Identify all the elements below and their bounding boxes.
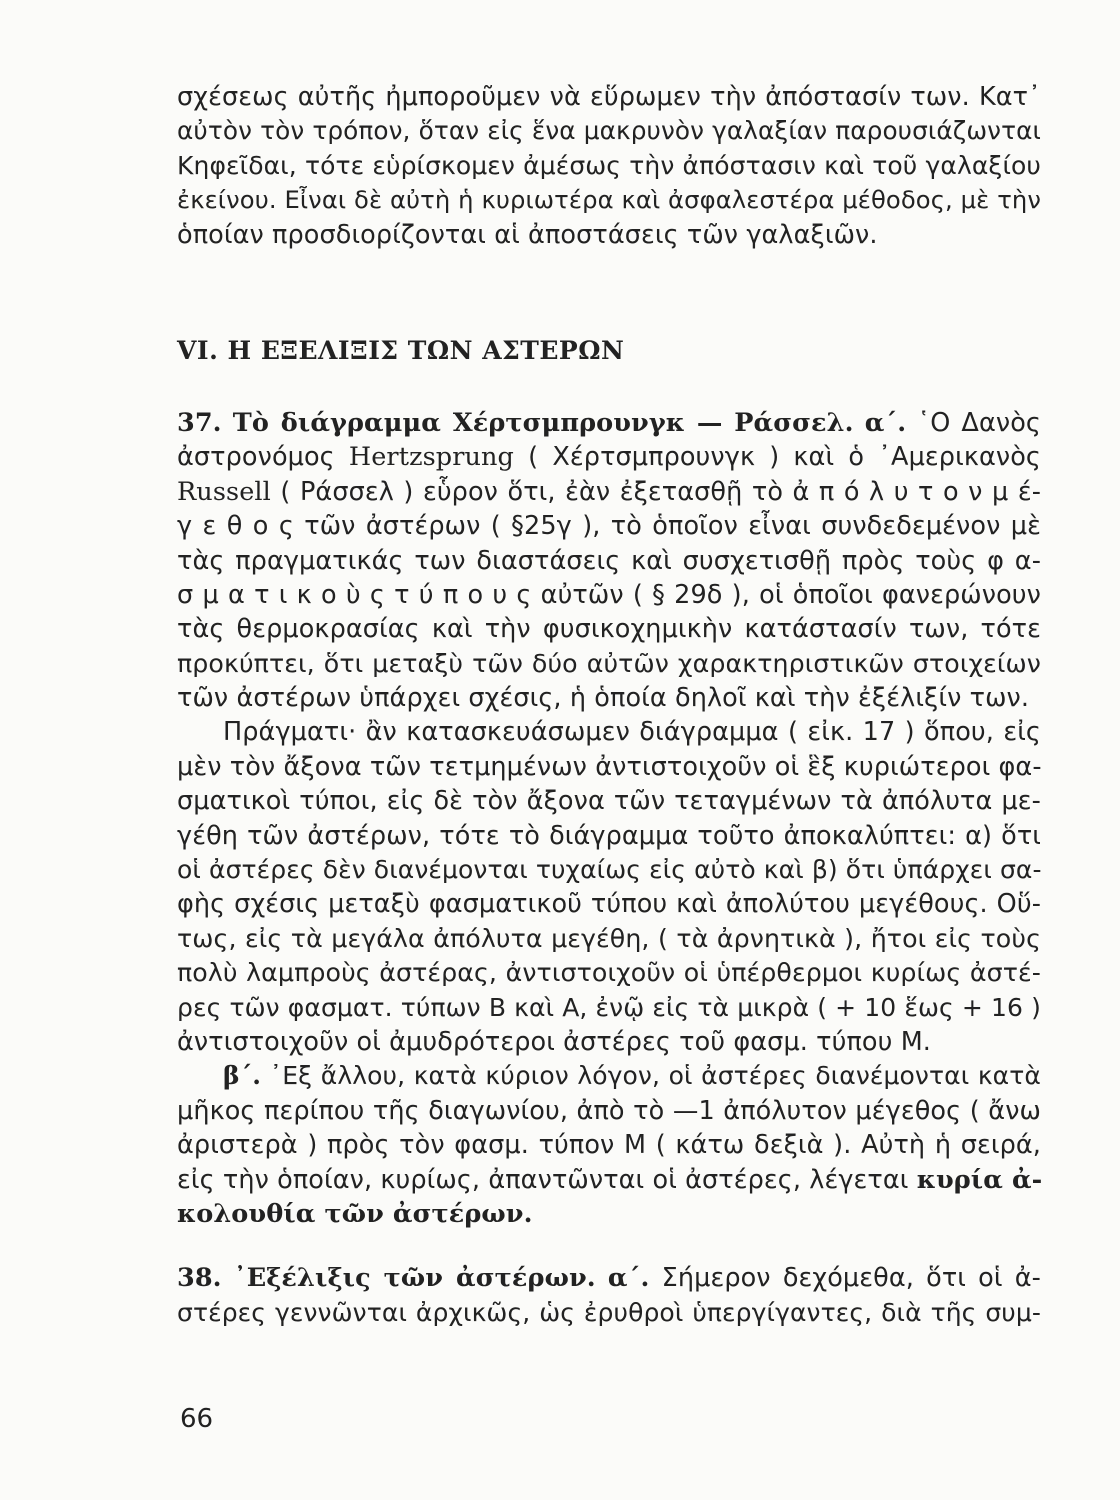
text-line: τὰς πραγματικάς των διαστάσεις καὶ συσχετισθῇ πρὸς τοὺς φ α-	[177, 545, 1041, 576]
text-line: γέθη τῶν ἀστέρων, τότε τὸ διάγραμμα τοῦτο ἀποκαλύπτει: α) ὅτι	[177, 820, 1041, 851]
text-line: σ μ α τ ι κ ο ὺ ς τ ύ π ο υ ς αὐτῶν ( § 29δ ), οἱ ὁποῖοι φανερώνουν	[177, 579, 1041, 610]
text-line: τως, εἰς τὰ μεγάλα ἀπόλυτα μεγέθη, ( τὰ ἀρνητικὰ ), ἤτοι εἰς τοὺς	[177, 923, 1041, 953]
text-line: ἀντιστοιχοῦν οἱ ἀμυδρότεροι ἀστέρες τοῦ φασμ. τύπου Μ.	[177, 1026, 932, 1057]
text-fragment: ἀστρονόμος	[177, 442, 335, 473]
text-line: γ ε θ ο ς τῶν ἀστέρων ( §25γ ), τὸ ὁποῖον εἶναι συνδεδεμένον μὲ	[177, 511, 1041, 542]
text-line: στέρες γεννῶνται ἀρχικῶς, ὡς ἐρυθροὶ ὑπεργίγαντες, διὰ τῆς συμ-	[177, 1297, 1041, 1327]
page-body	[177, 80, 1041, 1330]
text-fragment: ( Χέρτσμπρουνγκ ) καὶ ὁ ᾽Αμερικανὸς	[528, 442, 1041, 473]
text-line: σματικοὶ τύποι, εἰς δὲ τὸν ἄξονα τῶν τεταγμένων τὰ ἀπόλυτα με-	[177, 786, 1041, 817]
text-fragment: ῾Ο Δανὸς	[917, 407, 1041, 438]
section-37-title: Τὸ διάγραμμα Χέρτσμπρουνγκ — Ράσσελ.	[232, 407, 854, 438]
text-fragment: ᾽Εξ ἄλλου, κατὰ κύριον λόγον, οἱ ἀστέρες διανέμονται κατὰ	[269, 1061, 1041, 1091]
text-line	[177, 440, 1041, 474]
text-line: μῆκος περίπου τῆς διαγωνίου, ἀπὸ τὸ —1 ἀπόλυτον μέγεθος ( ἄνω	[177, 1095, 1041, 1126]
subsection-a-marker: α΄.	[864, 407, 907, 438]
text-line: αὐτὸν τὸν τρόπον, ὅταν εἰς ἕνα μακρυνὸν γαλαξίαν παρουσιάζωνται	[177, 116, 1041, 146]
section-heading: VI. Η ΕΞΕΛΙΞΙΣ ΤΩΝ ΑΣΤΕΡΩΝ	[177, 335, 625, 365]
text-line: τῶν ἀστέρων ὑπάρχει σχέσις, ἡ ὁποία δηλοῖ καὶ τὴν ἐξέλιξίν των.	[177, 683, 1030, 714]
section-37-number: 37.	[177, 407, 222, 438]
text-line: πολὺ λαμπροὺς ἀστέρας, ἀντιστοιχοῦν οἱ ὑπέρθερμοι κυρίως ἀστέ-	[177, 958, 1041, 988]
section-38-title: ᾽Εξέλιξις τῶν ἀστέρων.	[233, 1263, 596, 1294]
text-line: προκύπτει, ὅτι μεταξὺ τῶν δύο αὐτῶν χαρακτηριστικῶν στοιχείων	[177, 648, 1041, 678]
section-38	[177, 1261, 1041, 1330]
term-main-sequence: κυρία ἀ-	[916, 1164, 1043, 1195]
name-russell: Russell	[177, 476, 271, 507]
text-line	[177, 1059, 1041, 1093]
text-line: ἐκείνου. Εἶναι δὲ αὐτὴ ἡ κυριωτέρα καὶ ἀσφαλεστέρα μέθοδος, μὲ τὴν	[177, 185, 1042, 215]
section-38-number: 38.	[177, 1263, 222, 1294]
text-line: φὴς σχέσις μεταξὺ φασματικοῦ τύπου καὶ ἀπολύτου μεγέθους. Οὕ-	[177, 889, 1041, 920]
text-fragment: Σήμερον δεχόμεθα, ὅτι οἱ ἀ-	[661, 1263, 1041, 1294]
text-line: οἱ ἀστέρες δὲν διανέμονται τυχαίως εἰς αὐτὸ καὶ β) ὅτι ὑπάρχει σα-	[177, 855, 1042, 885]
section-37-first-line	[177, 406, 1041, 440]
text-line: ἀριστερὰ ) πρὸς τὸν φασμ. τύπον Μ ( κάτω δεξιὰ ). Αὐτὴ ἡ σειρά,	[177, 1130, 1041, 1161]
section-37	[177, 406, 1041, 716]
text-line: μὲν τὸν ἄξονα τῶν τετμημένων ἀντιστοιχοῦν οἱ ἓξ κυριώτεροι φα-	[177, 751, 1042, 782]
text-line: τὰς θερμοκρασίας καὶ τὴν φυσικοχημικὴν κατάστασίν των, τότε	[177, 614, 1041, 645]
paragraph-main-sequence	[177, 1059, 1041, 1231]
text-fragment: ( Ράσσελ ) εὗρον ὅτι, ἐὰν ἐξετασθῇ τὸ ἀ π ό λ υ τ ο ν μ έ-	[280, 476, 1041, 507]
text-line: σχέσεως αὐτῆς ἠμποροῦμεν νὰ εὕρωμεν τὴν ἀπόστασίν των. Κατ᾽	[177, 82, 1041, 112]
text-line: Πράγματι· ἂν κατασκευάσωμεν διάγραμμα ( εἰκ. 17 ) ὅπου, εἰς	[223, 717, 1041, 748]
subsection-b-marker: β΄.	[223, 1061, 262, 1091]
text-line	[177, 1163, 1041, 1197]
term-main-sequence-cont: κολουθία τῶν ἀστέρων.	[177, 1198, 533, 1229]
text-line: ρες τῶν φασματ. τύπων Β καὶ Α, ἐνῷ εἰς τὰ μικρὰ ( + 10 ἕως + 16 )	[177, 992, 1041, 1022]
name-hertzsprung: Hertzsprung	[348, 442, 514, 473]
paragraph-intro	[177, 80, 1041, 252]
page-number: 66	[180, 1404, 214, 1434]
subsection-a-marker: α΄.	[607, 1263, 650, 1294]
text-line: ὁποίαν προσδιορίζονται αἱ ἀποστάσεις τῶν γαλαξιῶν.	[177, 219, 878, 250]
paragraph-diagram	[177, 715, 1041, 1059]
text-line: Κηφεῖδαι, τότε εὑρίσκομεν ἀμέσως τὴν ἀπόστασιν καὶ τοῦ γαλαξίου	[177, 150, 1041, 180]
text-line	[177, 1197, 1041, 1231]
section-38-first-line	[177, 1261, 1041, 1295]
text-line	[177, 475, 1041, 509]
text-fragment: εἰς τὴν ὁποίαν, κυρίως, ἀπαντῶνται οἱ ἀστέρες, λέγεται	[177, 1164, 909, 1195]
